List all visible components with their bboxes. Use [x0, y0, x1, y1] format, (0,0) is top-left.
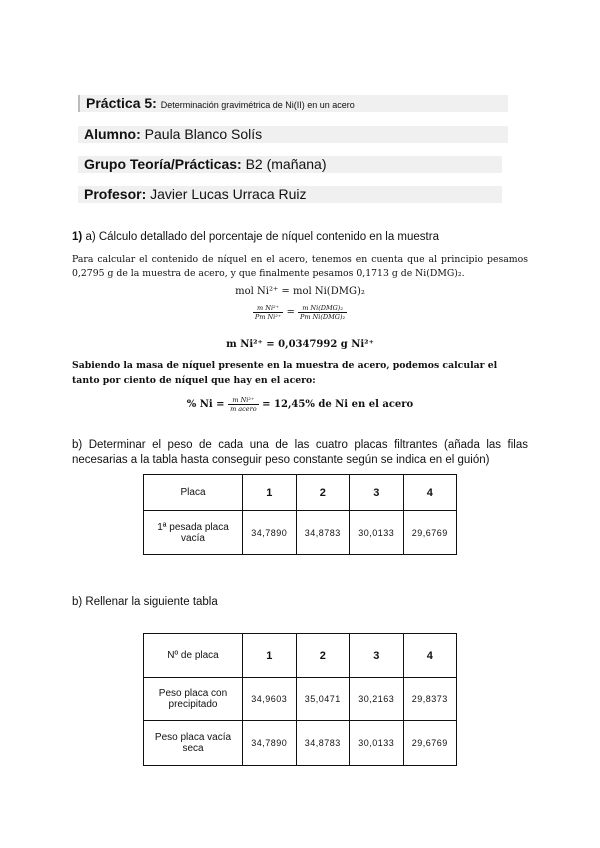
table-row [144, 721, 457, 766]
header-cell: Nº de placa [144, 634, 243, 678]
header-cell: 4 [403, 475, 457, 511]
label: Práctica 5: [86, 95, 157, 111]
label: Profesor: [84, 186, 147, 202]
row-label: Peso placa vacía seca [144, 721, 243, 766]
cell: 35,0471 [296, 678, 350, 721]
cell: 34,7890 [243, 721, 297, 766]
header-cell: 1 [243, 475, 297, 511]
grupo-header [78, 156, 502, 173]
numerator: m Ni(DMG)₂ [298, 304, 347, 313]
table-pesos [143, 633, 457, 766]
table-row [144, 678, 457, 721]
cell: 29,6769 [403, 511, 457, 555]
practica-header [78, 95, 508, 112]
title: a) Cálculo detallado del porcentaje de níquel contenido en la muestra [85, 231, 439, 243]
table-placas [143, 474, 457, 555]
header-cell: 2 [296, 634, 350, 678]
equation-1: mol Ni²⁺ = mol Ni(DMG)₂ [235, 286, 365, 297]
table-header-row [144, 475, 457, 511]
denominator: Pm Ni²⁺ [254, 313, 282, 321]
value: Javier Lucas Urraca Ruiz [150, 186, 307, 202]
denominator: Pm Ni(DMG)₂ [300, 313, 346, 321]
profesor-header [78, 186, 502, 203]
table-header-row [144, 634, 457, 678]
cell: 34,9603 [243, 678, 297, 721]
cell: 29,8373 [403, 678, 457, 721]
header-cell: 2 [296, 475, 350, 511]
header-cell: 4 [403, 634, 457, 678]
header-cell: Placa [144, 475, 243, 511]
cell: 30,0133 [350, 511, 404, 555]
section1-title [72, 231, 439, 243]
lhs: % Ni = [186, 399, 225, 410]
header-cell: 3 [350, 475, 404, 511]
equation-2: $\frac{\text{m Ni²⁺}}{\text{Pm Ni²⁺}}$ = $\frac{\text{m Ni(DMG)₂}}{\text{Pm Ni(DMG)₂}}$ [254, 304, 346, 321]
cell: 34,8783 [296, 511, 350, 555]
row-label: 1ª pesada placa vacía [144, 511, 243, 555]
paragraph-2: Sabiendo la masa de níquel presente en la muestra de acero, podemos calcular el tanto por ciento de níquel que hay en el acero: [72, 360, 498, 386]
cell: 29,6769 [403, 721, 457, 766]
header-cell: 1 [243, 634, 297, 678]
label: Grupo Teoría/Prácticas: [84, 156, 242, 172]
value: Determinación gravimétrica de Ni(II) en un acero [160, 100, 355, 110]
numerator: m Ni²⁺ [253, 304, 283, 313]
paragraph-1: Para calcular el contenido de níquel en el acero, tenemos en cuenta que al principio pesamos 0,2795 g de la muestra de acero, y que finalmente pesamos 0,1713 g de Ni(DMG)₂. [72, 254, 528, 279]
value: Paula Blanco Solís [144, 126, 263, 142]
equation-3: m Ni²⁺ = 0,0347992 g Ni²⁺ [226, 339, 374, 350]
cell: 30,2163 [350, 678, 404, 721]
value: B2 (mañana) [245, 156, 327, 172]
section2-title: b) Determinar el peso de cada una de las cuatro placas filtrantes (añada las filas necesarias a la tabla hasta conseguir peso constante según se indica en el guión) [72, 439, 528, 466]
section3-title: b) Rellenar la siguiente tabla [72, 596, 218, 608]
equation-4 [0, 396, 600, 413]
header-cell: 3 [350, 634, 404, 678]
rhs: = 12,45% de Ni en el acero [262, 399, 414, 410]
alumno-header [78, 126, 508, 143]
cell: 34,7890 [243, 511, 297, 555]
row-label: Peso placa con precipitado [144, 678, 243, 721]
numerator: m Ni²⁺ [228, 396, 259, 405]
label: Alumno: [84, 126, 141, 142]
denominator: m acero [230, 405, 257, 413]
num: 1) [72, 231, 83, 243]
cell: 30,0133 [350, 721, 404, 766]
cell: 34,8783 [296, 721, 350, 766]
table-row [144, 511, 457, 555]
